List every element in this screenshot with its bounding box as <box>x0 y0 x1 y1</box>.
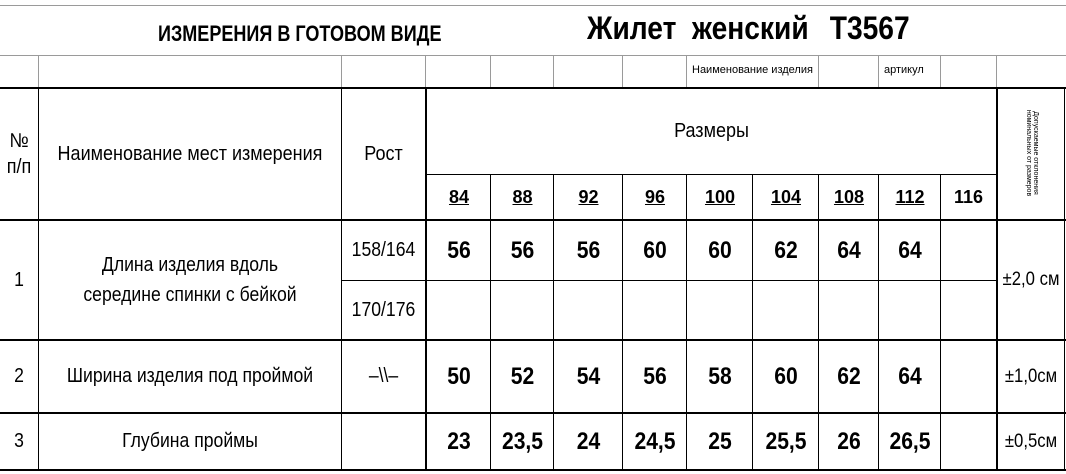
grid-line <box>622 55 623 87</box>
grid-line <box>0 5 1066 6</box>
measurement-value: 56 <box>510 236 535 264</box>
table-border <box>686 175 687 471</box>
tolerance-value: ±1,0см <box>1004 365 1058 387</box>
measurement-value <box>558 281 619 339</box>
size-header: 104 <box>770 186 802 207</box>
size-header: 108 <box>833 186 865 207</box>
table-border <box>38 88 39 471</box>
measurement-value: 25,5 <box>765 427 807 455</box>
measurement-value: 26,5 <box>889 427 931 455</box>
article-caption: артикул <box>884 64 924 76</box>
measurement-value: 24 <box>576 427 601 455</box>
grid-line <box>553 55 554 87</box>
size-header: 84 <box>448 186 470 207</box>
grid-line <box>0 55 1066 56</box>
product-name-caption: Наименование изделия <box>692 64 813 76</box>
tolerance-value: ±2,0 см <box>1002 269 1060 290</box>
table-border <box>622 175 623 471</box>
measurement-value <box>944 341 992 412</box>
measurement-value: 60 <box>643 236 667 264</box>
measurement-value: 56 <box>447 236 471 264</box>
measurement-name: Глубина проймы <box>122 430 258 452</box>
table-border <box>0 469 1066 471</box>
grid-line <box>878 55 879 87</box>
table-border <box>752 175 753 471</box>
row-number: 2 <box>14 365 24 387</box>
measurement-value <box>944 221 992 280</box>
grid-line <box>996 55 997 87</box>
size-header: 116 <box>953 186 984 207</box>
grid-line <box>940 55 941 87</box>
grid-line <box>341 55 342 87</box>
measurement-value: 62 <box>774 236 798 264</box>
measurement-value: 24,5 <box>634 427 676 455</box>
table-border <box>553 175 554 471</box>
grid-line <box>425 55 426 87</box>
size-header: 100 <box>704 186 736 207</box>
grid-line <box>818 55 819 87</box>
table-border <box>818 175 819 471</box>
grid-line <box>38 55 39 87</box>
measurement-value <box>495 281 550 339</box>
measurement-value: 54 <box>576 362 601 390</box>
measurement-value: 58 <box>708 362 732 390</box>
row-number: 1 <box>14 268 24 291</box>
header-measurement-name: Наименование мест измерения <box>57 142 323 165</box>
grid-line <box>686 55 687 87</box>
measurement-name: Ширина изделия под проймой <box>66 365 314 387</box>
size-header: 92 <box>578 186 599 207</box>
height-value: –\\– <box>368 365 399 387</box>
measurement-value: 60 <box>774 362 798 390</box>
size-header: 96 <box>644 186 666 207</box>
header-sizes: Размеры <box>674 120 749 142</box>
measurement-value <box>823 281 876 339</box>
measurement-value: 25 <box>708 427 732 455</box>
measurement-value: 64 <box>898 362 922 390</box>
height-value: 170/176 <box>351 298 416 321</box>
size-header: 112 <box>895 186 925 207</box>
measurement-value: 23 <box>447 427 471 455</box>
header-number: № п/п <box>6 130 32 178</box>
measurement-value: 60 <box>708 236 732 264</box>
measurement-value: 52 <box>510 362 535 390</box>
table-border <box>490 175 491 471</box>
measurement-value <box>944 281 992 339</box>
measurement-value: 56 <box>576 236 601 264</box>
table-border <box>1064 88 1065 471</box>
measurement-value <box>431 281 487 339</box>
header-tolerance: Допускаемые отклонения номинальных от размеров <box>1025 109 1039 197</box>
measurement-value: 50 <box>447 362 471 390</box>
size-header: 88 <box>512 186 533 207</box>
table-border <box>425 88 427 471</box>
measurement-value <box>627 281 683 339</box>
measurement-value: 23,5 <box>501 427 544 455</box>
measurement-value: 64 <box>898 236 922 264</box>
height-value: 158/164 <box>351 239 416 261</box>
page-title: ИЗМЕРЕНИЯ В ГОТОВОМ ВИДЕ <box>158 21 442 46</box>
measurement-value: 62 <box>837 362 861 390</box>
measurement-value: 26 <box>837 427 861 455</box>
product-title: Жилет женский Т3567 <box>587 10 910 46</box>
table-border <box>940 175 941 471</box>
table-border <box>341 88 342 471</box>
measurement-value <box>883 281 938 339</box>
measurement-value: 56 <box>643 362 667 390</box>
measurement-name: Длина изделия вдоль середине спинки с бейкой <box>83 254 297 306</box>
header-height: Рост <box>364 142 403 165</box>
measurement-value: 64 <box>837 236 861 264</box>
grid-line <box>490 55 491 87</box>
measurement-value <box>944 414 992 469</box>
row-number: 3 <box>14 430 24 452</box>
table-border <box>996 88 998 471</box>
measurement-value <box>691 281 749 339</box>
table-border <box>878 175 879 471</box>
tolerance-value: ±0,5см <box>1004 430 1058 452</box>
measurement-value <box>757 281 815 339</box>
